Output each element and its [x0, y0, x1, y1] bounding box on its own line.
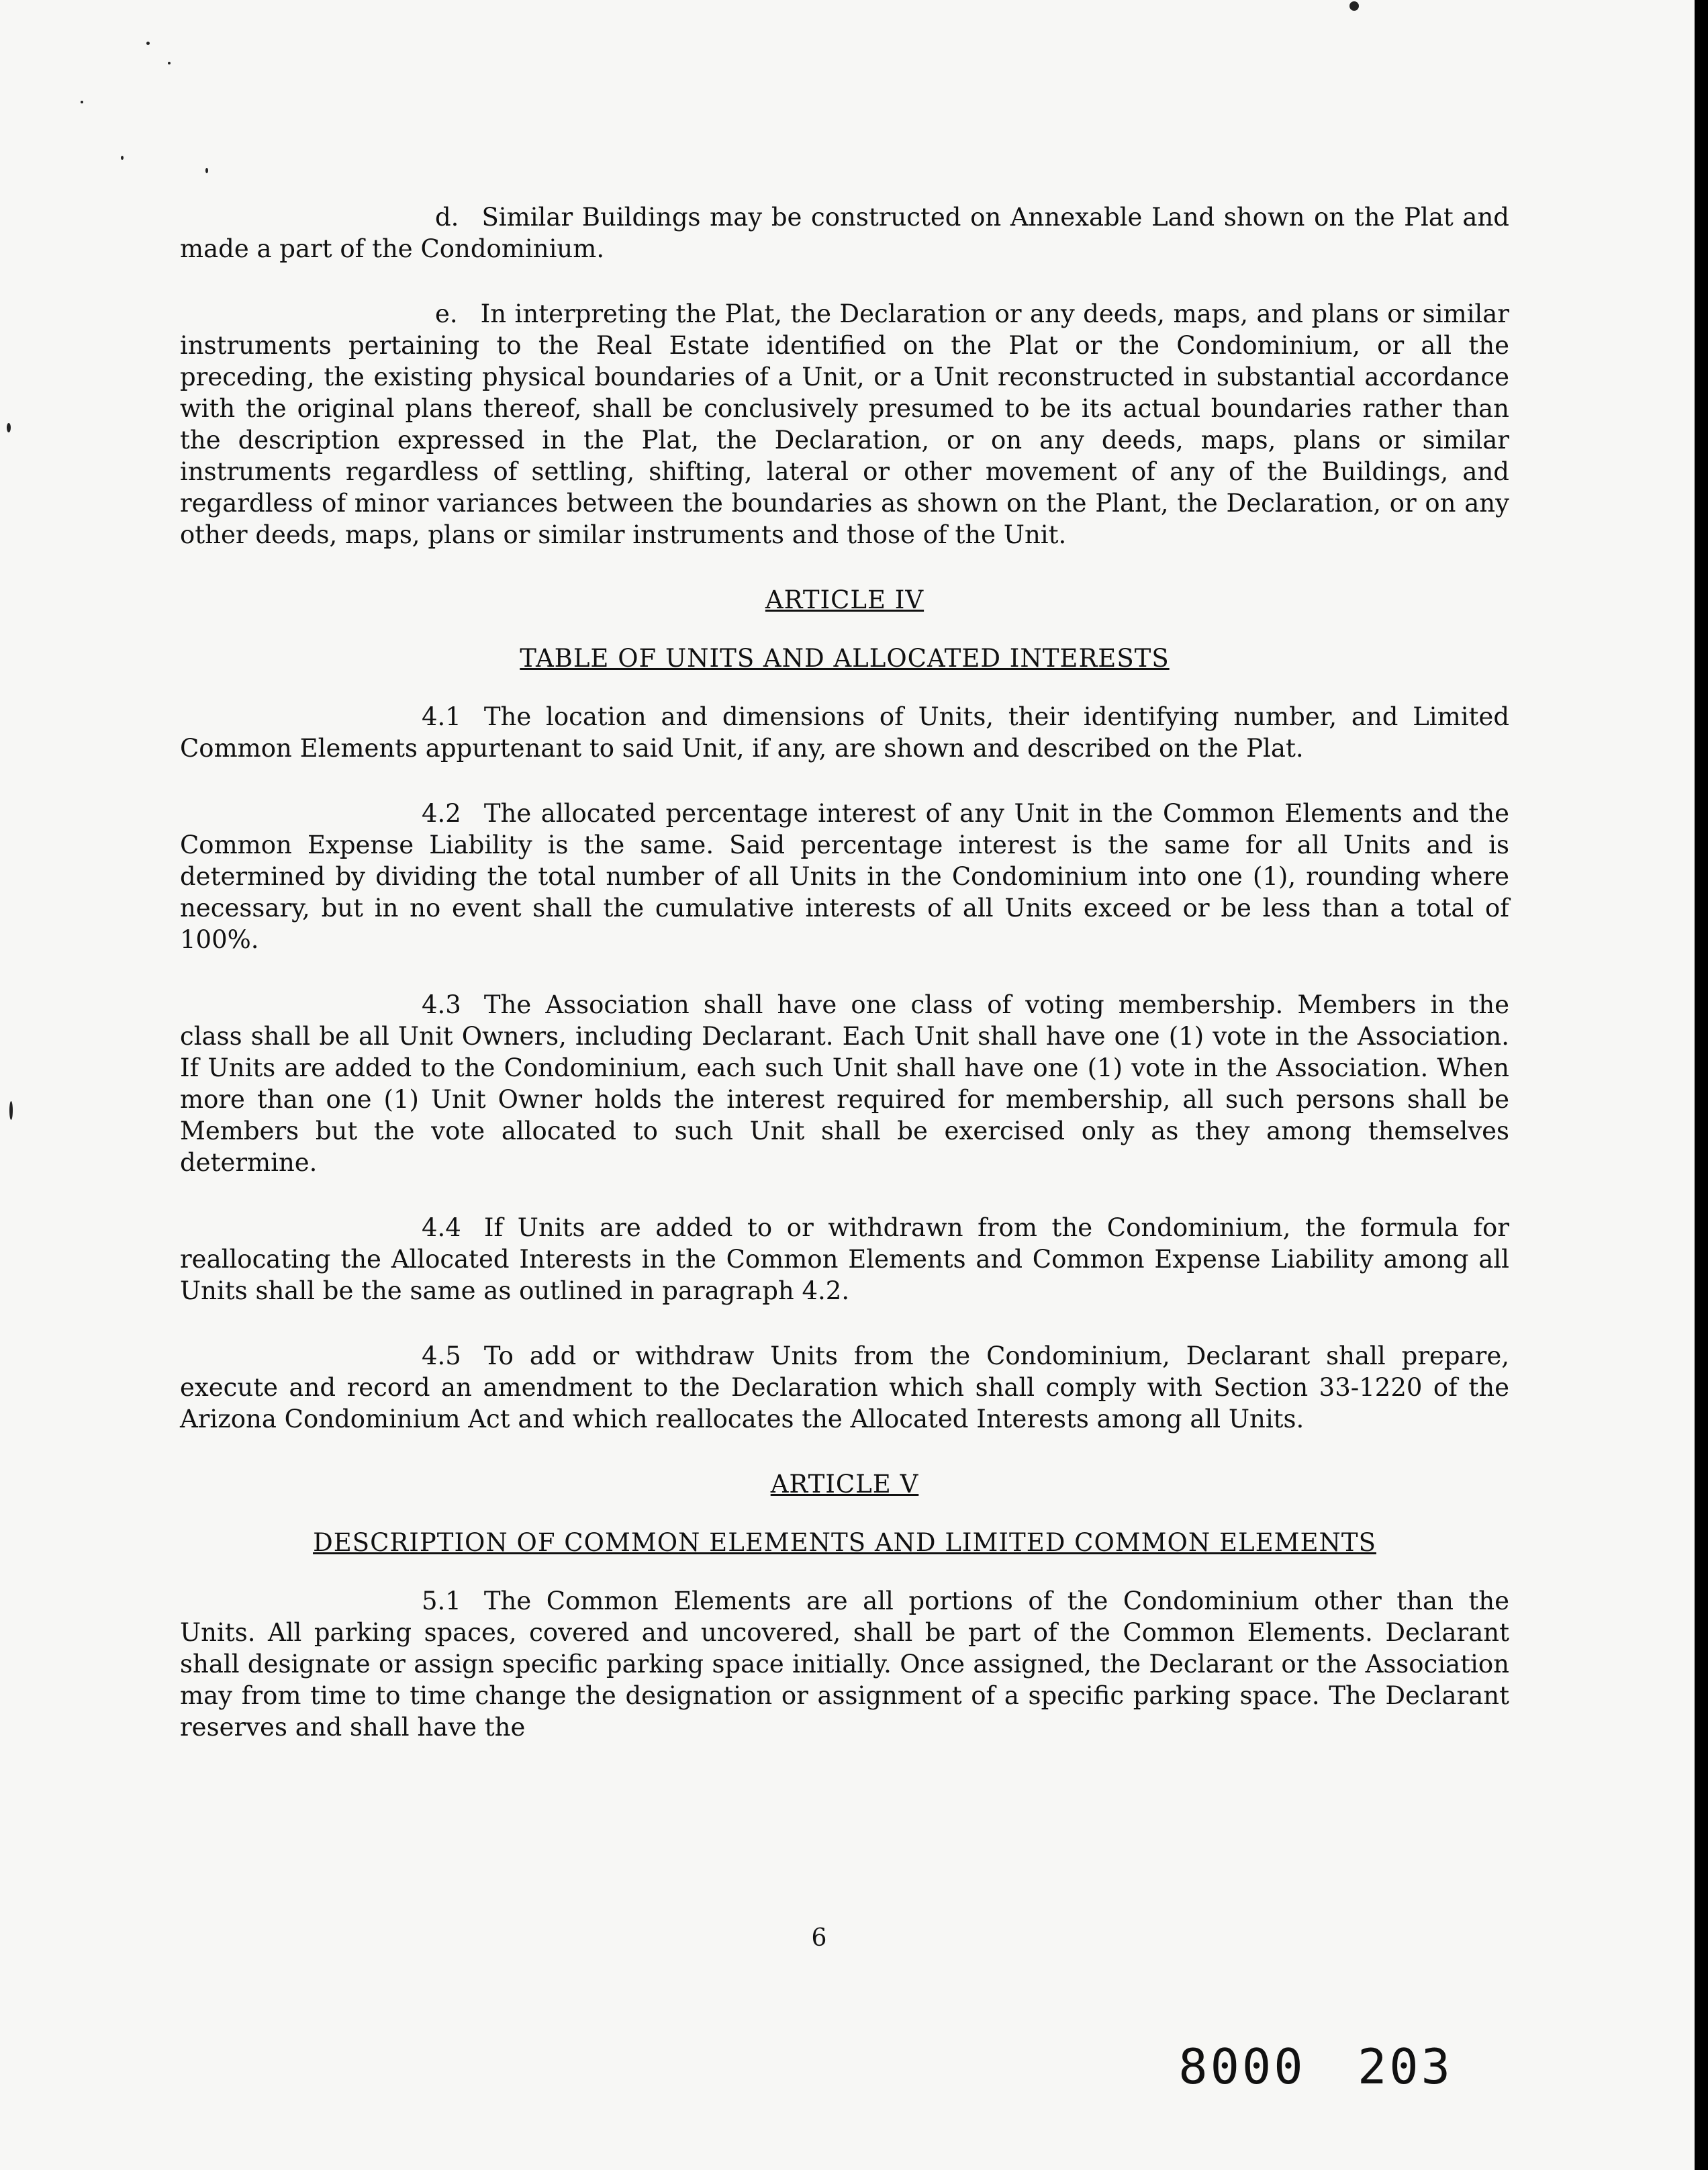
section-text: The Association shall have one class of voting membership. Members in the class shall be all Unit Owners, including Declarant. Each Unit shall have one (1) vote in the Association. If Units are added to the Condominium, each such Unit shall have one (1) vote in the Association. When more than one (1) Unit Owner holds the interest required for membership, all such persons shall be Members but the vote allocated to such Unit shall be exercised only as they among themselves determine. [180, 990, 1509, 1177]
section-text: The allocated percentage interest of any Unit in the Common Elements and the Common Expense Liability is the same. Said percentage interest is the same for all Units and is determined by dividing the total number of all Units in the Condominium into one (1), rounding where necessary, but in no event shall the cumulative interests of all Units exceed or be less than a total of 100%. [180, 799, 1509, 954]
article-iv-subheading: TABLE OF UNITS AND ALLOCATED INTERESTS [520, 644, 1170, 673]
section-4-3 [180, 989, 1509, 1178]
section-text: The location and dimensions of Units, their identifying number, and Limited Common Elements appurtenant to said Unit, if any, are shown and described on the Plat. [180, 702, 1509, 763]
document-body [180, 201, 1509, 1777]
paragraph-e [180, 298, 1509, 551]
section-5-1 [180, 1585, 1509, 1743]
paragraph-number: e. [435, 299, 458, 328]
article-iv-heading: ARTICLE IV [765, 585, 924, 614]
document-id-stamp: 8000 203 [1178, 2038, 1453, 2095]
scan-speck [81, 101, 83, 103]
paragraph-d [180, 201, 1509, 265]
paragraph-text: In interpreting the Plat, the Declaration or any deeds, maps, and plans or similar instruments pertaining to the Real Estate identified on the Plat or the Condominium, or all the preceding, the existing physical boundaries of a Unit, or a Unit reconstructed in substantial accordance with the original plans thereof, shall be conclusively presumed to be its actual boundaries rather than the description expressed in the Plat, the Declaration, or on any deeds, maps, plans or similar instruments regardless of settling, shifting, lateral or other movement of any of the Buildings, and regardless of minor variances between the boundaries as shown on the Plant, the Declaration, or on any other deeds, maps, plans or similar instruments and those of the Unit. [180, 299, 1509, 549]
section-number: 4.4 [422, 1213, 461, 1242]
scan-speck [9, 1101, 13, 1120]
article-v-subheading: DESCRIPTION OF COMMON ELEMENTS AND LIMITED COMMON ELEMENTS [313, 1528, 1376, 1557]
section-number: 4.3 [422, 990, 461, 1019]
section-4-5 [180, 1340, 1509, 1435]
section-number: 4.2 [422, 799, 461, 828]
section-number: 4.5 [422, 1341, 461, 1370]
section-4-2 [180, 798, 1509, 955]
article-v-heading: ARTICLE V [770, 1470, 919, 1499]
scan-speck [1349, 1, 1359, 11]
scan-speck [168, 62, 171, 64]
section-number: 4.1 [422, 702, 461, 731]
section-number: 5.1 [422, 1587, 461, 1615]
section-4-4 [180, 1212, 1509, 1307]
section-4-1 [180, 701, 1509, 764]
scan-speck [205, 168, 208, 173]
page-number: 6 [811, 1924, 827, 1952]
section-text: To add or withdraw Units from the Condominium, Declarant shall prepare, execute and record an amendment to the Declaration which shall comply with Section 33-1220 of the Arizona Condominium Act and which reallocates the Allocated Interests among all Units. [180, 1341, 1509, 1433]
paragraph-number: d. [435, 203, 459, 232]
section-text: The Common Elements are all portions of the Condominium other than the Units. All parking spaces, covered and uncovered, shall be part of the Common Elements. Declarant shall designate or assign specific parking space initially. Once assigned, the Declarant or the Association may from time to time change the designation or assignment of a specific parking space. The Declarant reserves and shall have the [180, 1587, 1509, 1742]
scan-speck [7, 423, 11, 432]
section-text: If Units are added to or withdrawn from the Condominium, the formula for reallocating the Allocated Interests in the Common Elements and Common Expense Liability among all Units shall be the same as outlined in paragraph 4.2. [180, 1213, 1509, 1305]
paragraph-text: Similar Buildings may be constructed on Annexable Land shown on the Plat and made a part of the Condominium. [180, 203, 1509, 263]
scan-speck [121, 156, 124, 160]
scan-speck [146, 42, 150, 45]
